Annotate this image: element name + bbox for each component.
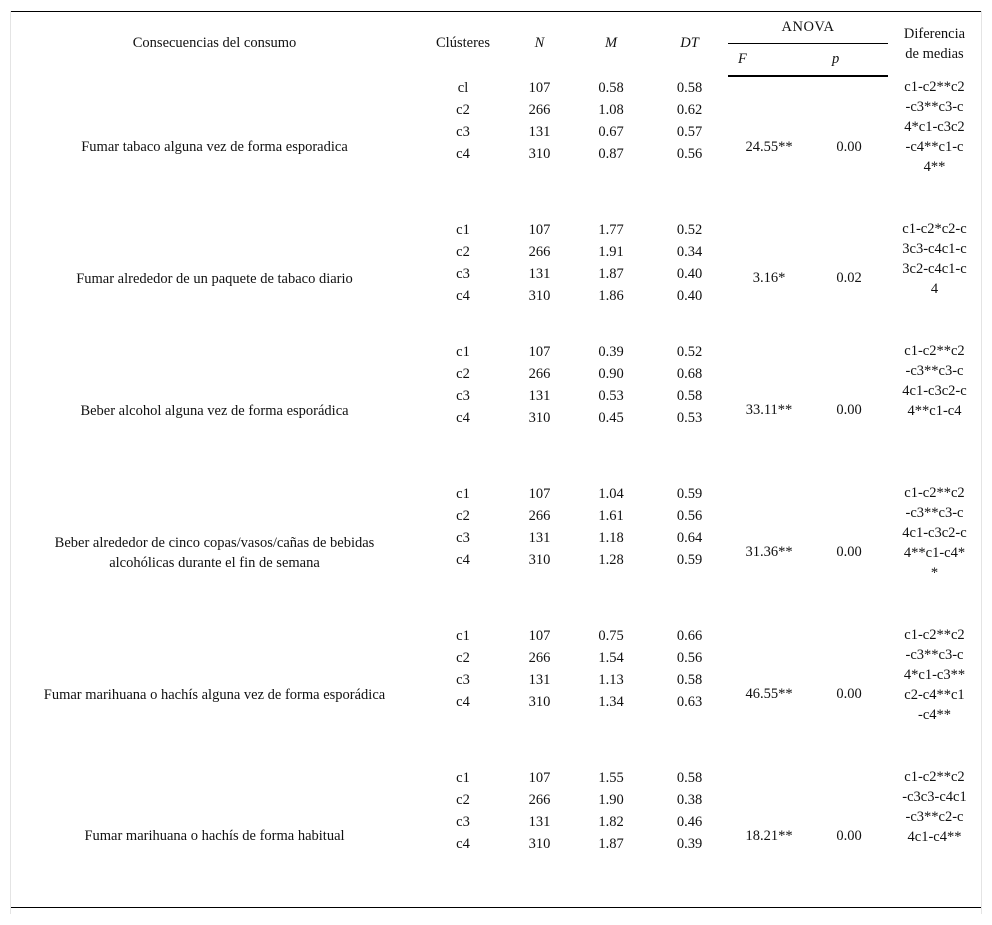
m-value: 0.87	[598, 145, 624, 162]
clusters-cell	[418, 482, 508, 624]
mean-difference: c1-c2**c2-c3**c3-c4*c1-c3**c2-c4**c1-c4**	[903, 626, 966, 723]
clusters-value: c4	[456, 551, 470, 568]
clusters-value: c4	[456, 693, 470, 710]
consequence-label: Fumar marihuana o hachís de forma habitual	[11, 766, 418, 908]
p-value: 0.02	[836, 270, 862, 286]
clusters-value: c1	[456, 485, 470, 502]
clusters-value: c3	[456, 529, 470, 546]
clusters-value: c2	[456, 243, 470, 260]
n-cell	[508, 766, 571, 908]
dt-value: 0.62	[676, 101, 703, 118]
m-value: 1.91	[598, 243, 624, 260]
n-value: 266	[528, 243, 551, 260]
n-value: 131	[528, 387, 551, 404]
m-cell	[571, 624, 651, 766]
dt-value: 0.66	[676, 627, 703, 644]
page-border-right	[981, 11, 982, 914]
dt-value: 0.52	[676, 221, 703, 238]
f-value: 33.11**	[745, 402, 793, 418]
dt-value: 0.59	[676, 551, 703, 568]
m-cell	[571, 76, 651, 218]
n-value: 310	[528, 287, 551, 304]
dt-value: 0.68	[676, 365, 703, 382]
header-m: M	[571, 12, 651, 76]
consequence-label: Fumar tabaco alguna vez de forma esporadica	[81, 138, 348, 155]
clusters-value: c2	[456, 791, 470, 808]
m-value: 1.54	[598, 649, 624, 666]
m-value: 1.87	[598, 835, 624, 852]
m-value: 0.90	[598, 365, 624, 382]
clusters-value: cl	[457, 79, 469, 96]
clusters-value: c4	[456, 145, 470, 162]
consequence-label: Fumar alrededor de un paquete de tabaco diario	[76, 270, 353, 287]
m-value: 1.86	[598, 287, 624, 304]
dt-cell	[651, 218, 728, 340]
m-value: 1.18	[598, 529, 624, 546]
n-value: 131	[528, 265, 551, 282]
dt-value: 0.34	[676, 243, 703, 260]
dt-value: 0.64	[676, 529, 703, 546]
dt-value: 0.57	[676, 123, 703, 140]
n-value: 310	[528, 551, 551, 568]
mean-difference: c1-c2**c2-c3**c3-c4c1-c3c2-c4**c1-c4**	[902, 484, 967, 581]
consequence-label: Beber alcohol alguna vez de forma esporádica	[80, 402, 349, 419]
clusters-value: c3	[456, 671, 470, 688]
clusters-value: c2	[456, 365, 470, 382]
clusters-value: c1	[456, 221, 470, 238]
m-value: 1.87	[598, 265, 624, 282]
p-value: 0.00	[836, 544, 862, 560]
m-cell	[571, 482, 651, 624]
m-value: 1.82	[598, 813, 624, 830]
p-value: 0.00	[836, 686, 862, 702]
dt-value: 0.38	[676, 791, 703, 808]
clusters-value: c3	[456, 387, 470, 404]
clusters-cell	[418, 218, 508, 340]
p-value: 0.00	[810, 766, 888, 908]
clusters-cell	[418, 76, 508, 218]
header-mean-difference	[888, 12, 981, 76]
f-value: 24.55**	[745, 138, 793, 155]
dt-value: 0.56	[676, 649, 703, 666]
clusters-cell	[418, 766, 508, 908]
header-p: p	[810, 44, 888, 76]
m-value: 0.67	[598, 123, 624, 140]
clusters-value: c1	[456, 769, 470, 786]
dt-value: 0.58	[676, 387, 703, 404]
n-cell	[508, 624, 571, 766]
n-value: 107	[528, 343, 551, 360]
clusters-cell	[418, 624, 508, 766]
consequence-label: Fumar marihuana o hachís alguna vez de forma esporádica	[43, 686, 386, 703]
table-row	[11, 624, 981, 766]
n-value: 107	[528, 79, 551, 96]
m-value: 0.45	[598, 409, 624, 426]
clusters-value: c2	[456, 649, 470, 666]
consumption-consequences-table	[11, 11, 981, 908]
clusters-value: c3	[456, 265, 470, 282]
n-value: 131	[528, 671, 551, 688]
table-row	[11, 340, 981, 482]
n-value: 310	[528, 409, 551, 426]
mean-difference: c1-c2**c2-c3c3-c4c1-c3**c2-c4c1-c4**	[888, 766, 981, 908]
p-value: 0.00	[836, 402, 862, 418]
m-value: 1.55	[598, 769, 624, 786]
dt-value: 0.53	[676, 409, 703, 426]
header-diff-line2: de medias	[905, 45, 964, 62]
n-cell	[508, 482, 571, 624]
dt-cell	[651, 624, 728, 766]
m-value: 0.75	[598, 627, 624, 644]
m-value: 1.34	[598, 693, 624, 710]
f-value: 46.55**	[745, 686, 793, 702]
f-value: 3.16*	[752, 270, 786, 286]
mean-difference: c1-c2*c2-c3c3-c4c1-c3c2-c4c1-c4	[902, 220, 967, 297]
m-cell	[571, 340, 651, 482]
dt-cell	[651, 340, 728, 482]
n-value: 266	[528, 101, 551, 118]
n-value: 107	[528, 627, 551, 644]
dt-value: 0.40	[676, 265, 703, 282]
dt-value: 0.59	[676, 485, 703, 502]
header-f: F	[728, 44, 810, 76]
table-row	[11, 218, 981, 340]
n-value: 266	[528, 791, 551, 808]
p-value: 0.00	[836, 138, 862, 155]
f-value: 31.36**	[745, 544, 793, 560]
m-value: 0.53	[598, 387, 624, 404]
dt-value: 0.56	[676, 145, 703, 162]
clusters-value: c4	[456, 287, 470, 304]
n-value: 310	[528, 145, 551, 162]
dt-value: 0.46	[676, 813, 703, 830]
m-value: 1.90	[598, 791, 624, 808]
m-value: 1.77	[598, 221, 624, 238]
header-n: N	[508, 12, 571, 76]
m-value: 0.58	[598, 79, 624, 96]
n-cell	[508, 340, 571, 482]
dt-value: 0.56	[676, 507, 703, 524]
dt-cell	[651, 76, 728, 218]
m-value: 0.39	[598, 343, 624, 360]
dt-cell	[651, 766, 728, 908]
m-value: 1.61	[598, 507, 624, 524]
table-row	[11, 76, 981, 218]
mean-difference: c1-c2**c2-c3**c3-c4c1-c3c2-c4**c1-c4	[902, 342, 967, 419]
dt-cell	[651, 482, 728, 624]
dt-value: 0.40	[676, 287, 703, 304]
n-value: 131	[528, 813, 551, 830]
n-value: 131	[528, 529, 551, 546]
header-consequences: Consecuencias del consumo	[11, 12, 418, 76]
header-anova: ANOVA	[728, 12, 888, 44]
n-value: 107	[528, 221, 551, 238]
m-cell	[571, 218, 651, 340]
table-row	[11, 766, 981, 908]
n-value: 266	[528, 649, 551, 666]
n-cell	[508, 76, 571, 218]
dt-value: 0.58	[676, 671, 703, 688]
n-value: 310	[528, 835, 551, 852]
clusters-value: c1	[456, 343, 470, 360]
m-value: 1.04	[598, 485, 624, 502]
clusters-value: c2	[456, 101, 470, 118]
clusters-value: c4	[456, 835, 470, 852]
consequence-label: Beber alrededor de cinco copas/vasos/cañas de bebidas alcohólicas durante el fin de semana	[54, 534, 375, 571]
dt-value: 0.52	[676, 343, 703, 360]
n-value: 310	[528, 693, 551, 710]
table-row	[11, 482, 981, 624]
m-value: 1.08	[598, 101, 624, 118]
m-cell	[571, 766, 651, 908]
clusters-cell	[418, 340, 508, 482]
dt-value: 0.39	[676, 835, 703, 852]
dt-value: 0.58	[676, 79, 703, 96]
dt-value: 0.63	[676, 693, 703, 710]
header-dt: DT	[651, 12, 728, 76]
clusters-value: c2	[456, 507, 470, 524]
n-value: 107	[528, 485, 551, 502]
header-clusters: Clústeres	[418, 12, 508, 76]
clusters-value: c3	[456, 123, 470, 140]
dt-value: 0.58	[676, 769, 703, 786]
header-diff-line1: Diferencia	[903, 25, 966, 42]
clusters-value: c3	[456, 813, 470, 830]
n-cell	[508, 218, 571, 340]
n-value: 266	[528, 507, 551, 524]
n-value: 266	[528, 365, 551, 382]
clusters-value: c1	[456, 627, 470, 644]
n-value: 107	[528, 769, 551, 786]
f-value: 18.21**	[728, 766, 810, 908]
m-value: 1.28	[598, 551, 624, 568]
clusters-value: c4	[456, 409, 470, 426]
mean-difference: c1-c2**c2-c3**c3-c4*c1-c3c2-c4**c1-c4**	[904, 78, 965, 175]
m-value: 1.13	[598, 671, 624, 688]
n-value: 131	[528, 123, 551, 140]
